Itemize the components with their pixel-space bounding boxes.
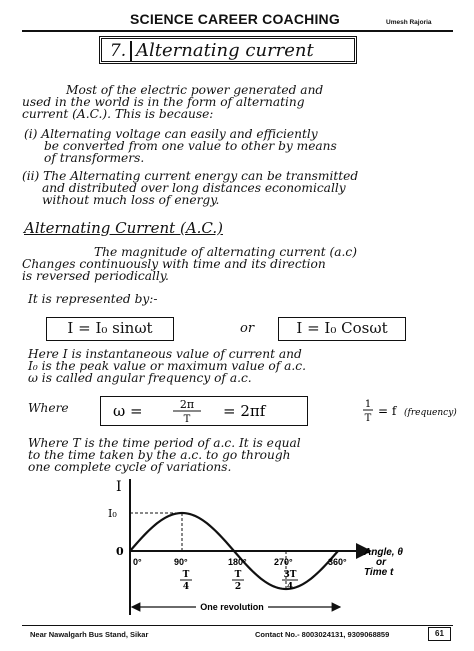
formula-sin-box: I = I₀ sinωt [46,317,174,341]
reason-line: of transformers. [44,151,145,165]
freq-rhs: = f [378,404,397,418]
or-word: or [240,321,255,336]
represented-by: It is represented by:- [28,292,158,306]
definition-line: The magnitude of alternating current (a.c) [94,245,357,259]
omega-den: T [183,414,191,424]
definition-line: is reversed periodically. [22,269,169,283]
axis-label-time: Time t [364,567,394,578]
origin-label: 0 [116,545,124,558]
page-header [0,0,474,32]
footer-address: Near Nawalgarh Bus Stand, Sikar [30,630,149,639]
period-line: Where T is the time period of a.c. It is equal [28,436,301,450]
period-line: one complete cycle of variations. [28,460,232,474]
page-number: 61 [428,627,451,641]
omega-num: 2π [179,398,195,411]
angle-tick-0: 0° [133,557,142,567]
time-tick-num: 3T [283,570,297,580]
header-title: SCIENCE CAREER COACHING [130,11,340,27]
explanation-line: ω is called angular frequency of a.c. [28,371,252,385]
angle-tick-360: 360° [328,557,347,567]
peak-label: I₀ [108,507,117,520]
where-word: Where [28,401,69,415]
reason-line: and distributed over long distances economically [42,181,346,195]
omega-formula [101,397,306,424]
time-tick-den: 2 [234,582,242,592]
footer-rule [22,625,453,626]
freq-num: 1 [364,399,372,410]
time-tick-den: 4 [286,582,294,592]
axis-label-angle: Angle, θ [364,547,403,558]
reason-line: without much loss of energy. [42,193,220,207]
axis-label-or: or [376,557,386,568]
header-author: Umesh Rajoria [386,19,432,26]
reason-line: (ii) The Alternating current energy can be transmitted [22,169,359,183]
header-rule [22,30,453,32]
freq-note: (frequency) [404,408,457,418]
revolution-label: One revolution [200,602,264,612]
freq-den: T [364,413,372,424]
angle-tick-90: 90° [174,557,188,567]
chapter-number: 7. [106,41,132,61]
chapter-title-box [99,36,357,64]
angle-tick-180: 180° [228,557,247,567]
intro-line: used in the world is in the form of alternating [22,95,305,109]
omega-formula-box [100,396,308,426]
explanation-line: Here I is instantaneous value of current and [28,347,302,361]
chapter-title: Alternating current [136,40,314,61]
period-line: to the time taken by the a.c. to go through [28,448,291,462]
y-axis-label: I [116,479,122,495]
ac-waveform-graph [108,475,408,617]
definition-line: Changes continuously with time and its direction [22,257,326,271]
formula-cos-box: I = I₀ Cosωt [278,317,406,341]
time-tick-den: 4 [182,582,190,592]
time-tick-num: T [182,570,190,580]
omega-rhs: = 2πf [223,402,266,420]
reason-line: be converted from one value to other by means [44,139,337,153]
explanation-line: I₀ is the peak value or maximum value of a.c. [28,359,306,373]
page-footer [0,624,474,651]
footer-contact: Contact No.- 8003024131, 9309068859 [255,630,390,639]
intro-line: current (A.C.). This is because: [22,107,214,121]
intro-line: Most of the electric power generated and [66,83,324,97]
angle-tick-270: 270° [274,557,293,567]
omega-lhs: ω = [113,402,143,420]
section-heading: Alternating Current (A.C.) [24,219,223,237]
time-tick-num: T [234,570,242,580]
reason-line: (i) Alternating voltage can easily and efficiently [24,127,318,141]
frequency-formula [362,396,462,426]
